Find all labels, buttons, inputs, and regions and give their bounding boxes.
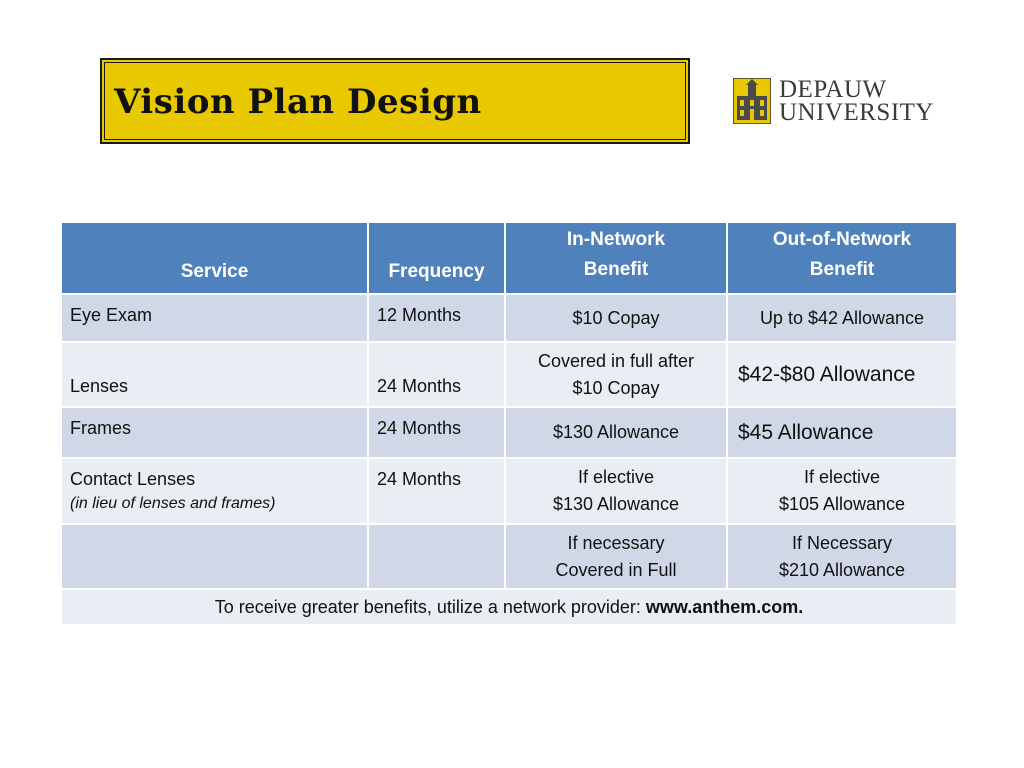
table-row-eye-exam bbox=[61, 294, 957, 342]
table-row-contact-lenses bbox=[61, 458, 957, 524]
cell-service bbox=[61, 524, 368, 589]
header-in-network bbox=[505, 222, 727, 294]
cell-out-network: $45 Allowance bbox=[727, 407, 957, 458]
header-in-network-line1: In-Network bbox=[566, 229, 666, 250]
cell-out-network-line2: $105 Allowance bbox=[778, 494, 906, 514]
cell-in-network-line2: Covered in Full bbox=[555, 559, 677, 580]
cell-in-network-line1: Covered in full after bbox=[537, 350, 695, 371]
cell-in-network-line2: $130 Allowance bbox=[552, 494, 680, 514]
page-title: Vision Plan Design bbox=[114, 82, 482, 122]
cell-frequency: 24 Months bbox=[368, 458, 505, 524]
cell-out-network bbox=[727, 458, 957, 524]
header-out-network-line2: Benefit bbox=[809, 259, 875, 280]
cell-in-network: $10 Copay bbox=[505, 294, 727, 342]
header-frequency: Frequency bbox=[368, 222, 505, 294]
cell-in-network bbox=[505, 458, 727, 524]
footer-cell bbox=[61, 589, 957, 625]
title-box bbox=[100, 58, 690, 144]
table-header-row bbox=[61, 222, 957, 294]
table-row-lenses bbox=[61, 342, 957, 407]
cell-out-network-line1: If Necessary bbox=[791, 532, 893, 553]
vision-plan-table bbox=[60, 221, 958, 626]
cell-service-label: Contact Lenses bbox=[70, 469, 196, 489]
cell-in-network-line1: If necessary bbox=[567, 532, 665, 553]
cell-frequency bbox=[368, 524, 505, 589]
footer-text: To receive greater benefits, utilize a network provider: bbox=[214, 596, 646, 617]
cell-frequency: 12 Months bbox=[368, 294, 505, 342]
anthem-link[interactable]: www.anthem.com. bbox=[645, 596, 804, 617]
cell-out-network-line2: $210 Allowance bbox=[778, 559, 906, 580]
cell-out-network bbox=[727, 524, 957, 589]
cell-out-network-line1: If elective bbox=[803, 467, 881, 487]
cell-in-network: $130 Allowance bbox=[505, 407, 727, 458]
header-out-network-line1: Out-of-Network bbox=[772, 229, 912, 250]
cell-service: Eye Exam bbox=[61, 294, 368, 342]
cell-in-network-line1: If elective bbox=[577, 467, 655, 487]
table-row-contact-necessary bbox=[61, 524, 957, 589]
cell-in-network-line2: $10 Copay bbox=[572, 377, 660, 398]
header-in-network-line2: Benefit bbox=[583, 259, 649, 280]
cell-service bbox=[61, 458, 368, 524]
cell-out-network: Up to $42 Allowance bbox=[727, 294, 957, 342]
cell-service: Lenses bbox=[61, 342, 368, 407]
cell-service-note: (in lieu of lenses and frames) bbox=[70, 495, 276, 512]
university-building-icon bbox=[733, 78, 771, 124]
header-service: Service bbox=[61, 222, 368, 294]
logo-text-line1: DEPAUW bbox=[779, 76, 887, 103]
cell-frequency: 24 Months bbox=[368, 407, 505, 458]
table-footer-row bbox=[61, 589, 957, 625]
depauw-logo bbox=[733, 76, 943, 126]
cell-in-network bbox=[505, 342, 727, 407]
cell-out-network: $42-$80 Allowance bbox=[727, 342, 957, 407]
header-out-network bbox=[727, 222, 957, 294]
table-row-frames bbox=[61, 407, 957, 458]
cell-frequency: 24 Months bbox=[368, 342, 505, 407]
cell-in-network bbox=[505, 524, 727, 589]
cell-service: Frames bbox=[61, 407, 368, 458]
logo-text-line2: UNIVERSITY bbox=[779, 99, 934, 126]
